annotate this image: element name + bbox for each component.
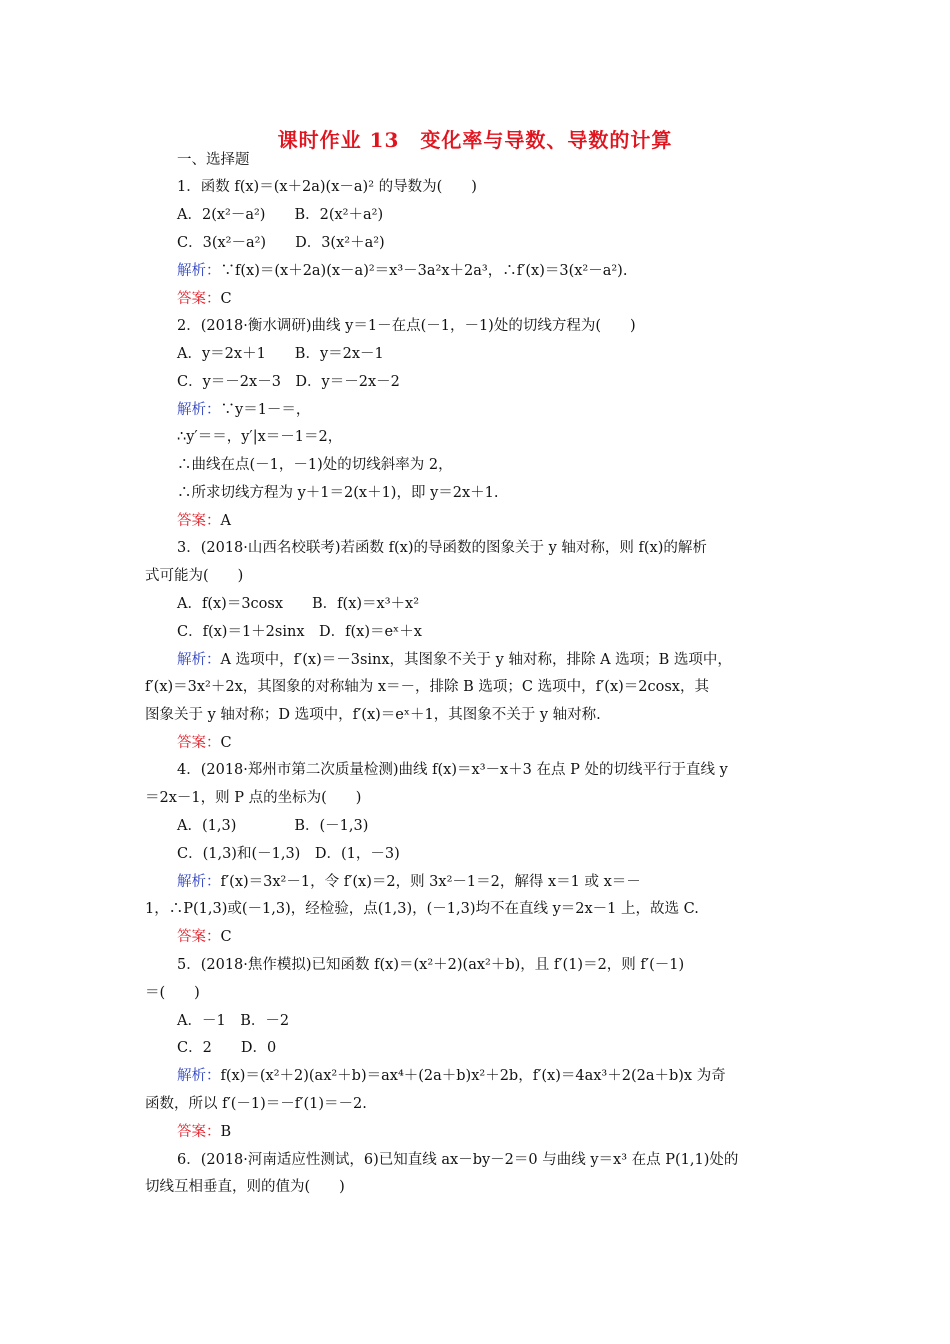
q2-options-ab: A．y＝2x＋1 B．y＝2x－1	[177, 346, 384, 362]
page-title: 课时作业 13 变化率与导数、导数的计算	[277, 128, 673, 152]
q2-solution-line-2: ∴y′＝＝，y′|x＝－1＝2，	[177, 429, 343, 445]
answer-label: 答案：	[177, 291, 221, 307]
q4-options-cd: C．(1,3)和(－1,3) D．(1，－3)	[177, 846, 400, 862]
q4-stem: 4．(2018·郑州市第二次质量检测)曲线 f(x)＝x³－x＋3 在点 P 处的切线平行于直线 y	[177, 762, 728, 778]
q5-stem-line-2: ＝( )	[145, 985, 200, 1001]
q6-stem: 6．(2018·河南适应性测试，6)已知直线 ax－by－2＝0 与曲线 y＝x³ 在点 P(1,1)处的	[177, 1152, 739, 1168]
answer-label: 答案：	[177, 513, 221, 529]
q4-options-ab: A．(1,3) B．(－1,3)	[177, 818, 369, 834]
q2-solution	[177, 400, 310, 420]
q2-options-cd: C．y＝－2x－3 D．y＝－2x－2	[177, 374, 400, 390]
q3-answer-text: C	[220, 735, 232, 751]
q5-options-cd: C．2 D．0	[177, 1040, 277, 1056]
q1-answer-text: C	[220, 291, 232, 307]
q3-solution	[177, 650, 732, 670]
solution-label: 解析：	[177, 402, 221, 418]
q2-solution-line-3: ∴曲线在点(－1，－1)处的切线斜率为 2，	[177, 457, 453, 473]
q1-options-ab: A．2(x²－a²) B．2(x²＋a²)	[177, 207, 384, 223]
q5-answer-text: B	[220, 1124, 232, 1140]
q4-solution	[177, 872, 641, 892]
q3-stem: 3．(2018·山西名校联考)若函数 f(x)的导函数的图象关于 y 轴对称，则 f(x)的解析	[177, 540, 707, 556]
q3-options-cd: C．f(x)＝1＋2sinx D．f(x)＝eˣ＋x	[177, 624, 422, 640]
q1-options-cd: C．3(x²－a²) D．3(x²＋a²)	[177, 235, 385, 251]
q4-stem-line-2: ＝2x－1，则 P 点的坐标为( )	[145, 790, 362, 806]
q3-stem-line-2: 式可能为( )	[145, 568, 244, 584]
answer-label: 答案：	[177, 929, 221, 945]
q3-solution-line-2: f′(x)＝3x²＋2x，其图象的对称轴为 x＝－，排除 B 选项；C 选项中，f′(x)＝2cosx，其	[145, 679, 709, 695]
q2-solution-line-4: ∴所求切线方程为 y＋1＝2(x＋1)，即 y＝2x＋1.	[177, 485, 499, 501]
q5-options-ab: A．－1 B．－2	[177, 1013, 290, 1029]
q2-answer	[177, 511, 231, 531]
q4-solution-text: f′(x)＝3x²－1，令 f′(x)＝2，则 3x²－1＝2，解得 x＝1 或 x＝－	[220, 874, 641, 890]
solution-label: 解析：	[177, 263, 221, 279]
answer-label: 答案：	[177, 1124, 221, 1140]
q2-stem: 2．(2018·衡水调研)曲线 y＝1－在点(－1，－1)处的切线方程为( )	[177, 318, 636, 334]
q1-solution-text: ∵f(x)＝(x＋2a)(x－a)²＝x³－3a²x＋2a³，∴f′(x)＝3(x²－a²).	[220, 263, 628, 279]
q5-solution	[177, 1066, 726, 1086]
q5-solution-text: f(x)＝(x²＋2)(ax²＋b)＝ax⁴＋(2a＋b)x²＋2b，f′(x)＝4ax³＋2(2a＋b)x 为奇	[220, 1068, 726, 1084]
q3-options-ab: A．f(x)＝3cosx B．f(x)＝x³＋x²	[177, 596, 420, 612]
answer-label: 答案：	[177, 735, 221, 751]
q1-solution	[177, 261, 627, 281]
q2-solution-text: ∵y＝1－＝，	[220, 402, 311, 418]
q5-stem: 5．(2018·焦作模拟)已知函数 f(x)＝(x²＋2)(ax²＋b)，且 f′(1)＝2，则 f′(－1)	[177, 957, 685, 973]
solution-label: 解析：	[177, 874, 221, 890]
solution-label: 解析：	[177, 652, 221, 668]
q3-answer	[177, 733, 232, 753]
q4-answer-text: C	[220, 929, 232, 945]
solution-label: 解析：	[177, 1068, 221, 1084]
q6-stem-line-2: 切线互相垂直，则的值为( )	[145, 1179, 345, 1195]
q4-answer	[177, 927, 232, 947]
q3-solution-line-3: 图象关于 y 轴对称；D 选项中，f′(x)＝eˣ＋1，其图象不关于 y 轴对称.	[145, 707, 601, 723]
q3-solution-text: A 选项中，f′(x)＝－3sinx，其图象不关于 y 轴对称，排除 A 选项；B 选项中，	[220, 652, 732, 668]
q1-answer	[177, 289, 232, 309]
q1-stem: 1．函数 f(x)＝(x＋2a)(x－a)² 的导数为( )	[177, 179, 477, 195]
q4-solution-line-2: 1，∴P(1,3)或(－1,3)，经检验，点(1,3)，(－1,3)均不在直线 y＝2x－1 上，故选 C.	[145, 901, 699, 917]
section-heading: 一、选择题	[177, 152, 250, 168]
q5-answer	[177, 1122, 231, 1142]
q5-solution-line-2: 函数，所以 f′(－1)＝－f′(1)＝－2.	[145, 1096, 367, 1112]
q2-answer-text: A	[220, 513, 231, 529]
